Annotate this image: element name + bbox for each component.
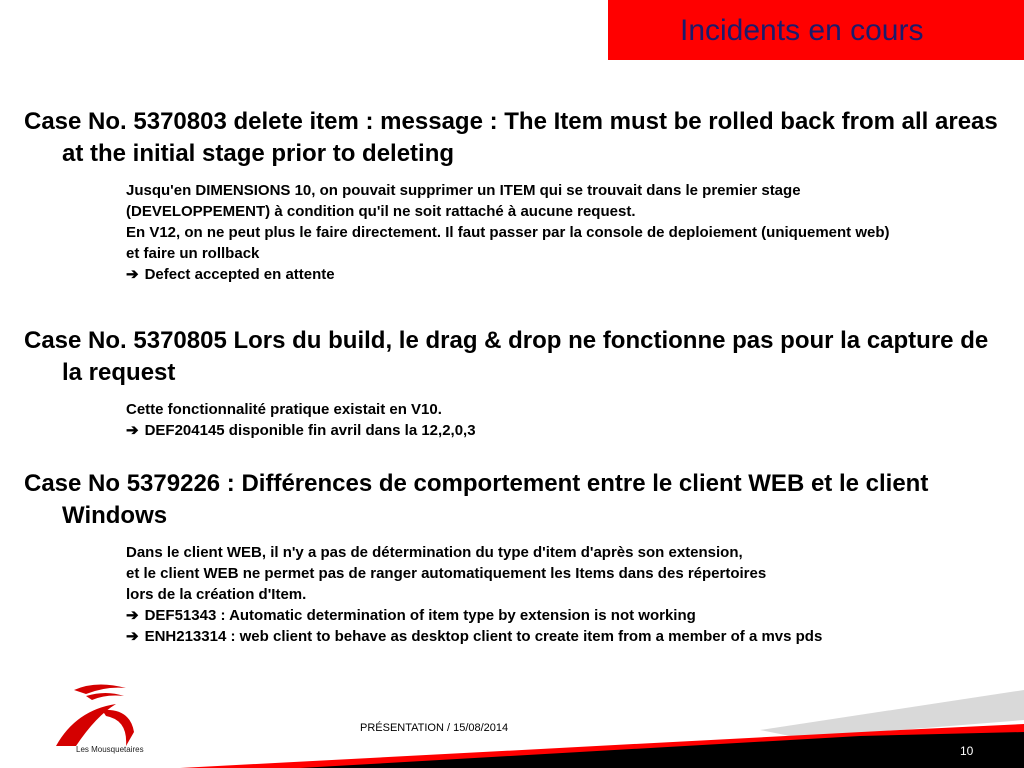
case-block (24, 325, 999, 441)
case-line (126, 420, 999, 441)
case-line: lors de la création d'Item. (126, 586, 307, 603)
case-line: et faire un rollback (126, 245, 260, 262)
arrow-right-icon: ➔ (126, 266, 139, 283)
case-line: et le client WEB ne permet pas de ranger automatiquement les Items dans des répertoires (126, 565, 767, 582)
case-block (24, 106, 999, 285)
arrow-right-icon: ➔ (126, 628, 139, 645)
case-line-text: DEF51343 : Automatic determination of item type by extension is not working (144, 607, 696, 624)
arrow-right-icon: ➔ (126, 607, 139, 624)
case-line: Cette fonctionnalité pratique existait en V10. (126, 401, 442, 418)
les-mousquetaires-logo (46, 680, 166, 754)
case-body (126, 542, 999, 647)
footer-caption: PRÉSENTATION / 15/08/2014 (360, 722, 509, 734)
case-body (126, 180, 999, 285)
case-body (126, 399, 999, 441)
case-heading: Case No. 5370803 delete item : message : The Item must be rolled back from all areas at the initial stage prior to deleting (24, 108, 998, 167)
case-line (126, 264, 999, 285)
arrow-right-icon: ➔ (126, 422, 139, 439)
logo-text: Les Mousquetaires (76, 745, 144, 754)
case-line-text: ENH213314 : web client to behave as desktop client to create item from a member of a mvs pds (144, 628, 823, 645)
footer-black-band (300, 732, 1024, 768)
case-line: Jusqu'en DIMENSIONS 10, on pouvait supprimer un ITEM qui se trouvait dans le premier stage (126, 182, 801, 199)
case-heading: Case No. 5370805 Lors du build, le drag & drop ne fonctionne pas pour la capture de la request (24, 327, 989, 386)
case-line-text: DEF204145 disponible fin avril dans la 12,2,0,3 (144, 422, 476, 439)
slide-title: Incidents en cours (680, 14, 924, 47)
case-line: En V12, on ne peut plus le faire directement. Il faut passer par la console de deploiement (uniquement web) (126, 224, 890, 241)
case-block (24, 468, 999, 647)
case-line: (DEVELOPPEMENT) à condition qu'il ne soit rattaché à aucune request. (126, 203, 636, 220)
case-line: Dans le client WEB, il n'y a pas de détermination du type d'item d'après son extension, (126, 544, 743, 561)
case-line (126, 605, 999, 626)
title-banner (608, 0, 1024, 60)
page-number: 10 (960, 744, 974, 758)
case-heading: Case No 5379226 : Différences de comportement entre le client WEB et le client Windows (24, 470, 929, 529)
case-line-text: Defect accepted en attente (144, 266, 335, 283)
case-line (126, 626, 999, 647)
